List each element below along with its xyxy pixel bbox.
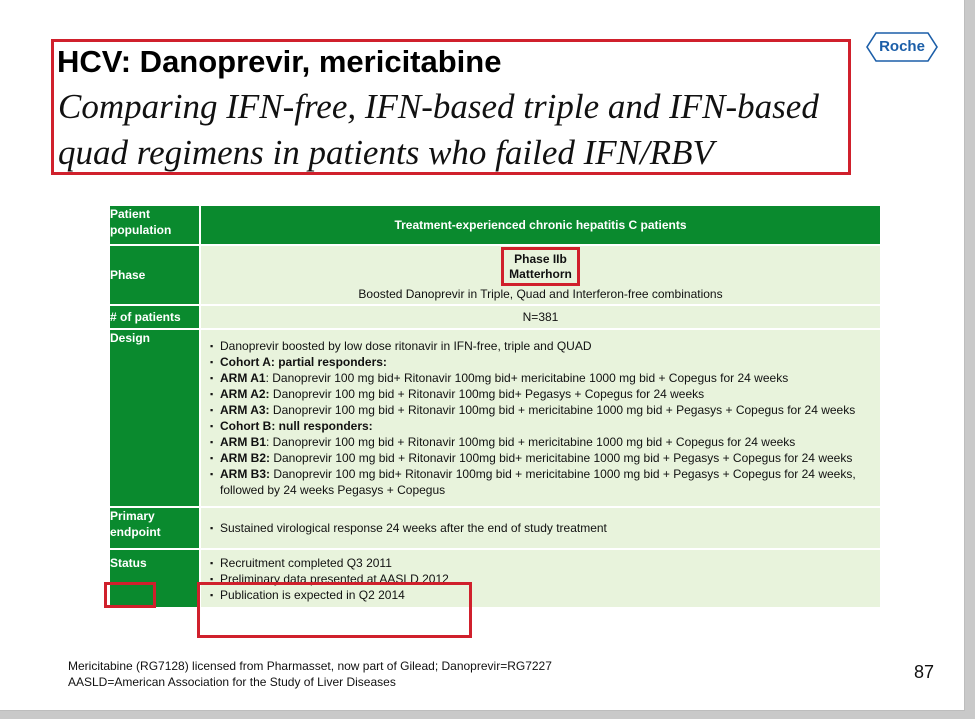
design-label: Design [109, 329, 200, 507]
phase-highlight-box [501, 247, 580, 286]
patients-value: N=381 [200, 305, 881, 329]
phase-label-text: Phase [110, 268, 146, 282]
arm-b2-label: ARM B2: [220, 451, 270, 465]
arm-b1-label: ARM B1 [220, 435, 267, 449]
arm-a3-label: ARM A3: [220, 403, 270, 417]
endpoint-text: Sustained virological response 24 weeks after the end of study treatment [220, 521, 607, 535]
status-item: Publication is expected in Q2 2014 [220, 588, 405, 602]
footnotes [68, 658, 552, 690]
endpoint-value [200, 507, 881, 549]
list-item [209, 354, 870, 370]
list-item [209, 418, 870, 434]
population-value: Treatment-experienced chronic hepatitis C patients [200, 205, 881, 245]
patients-label-text: # of patients [110, 310, 181, 324]
phase-name: Phase IIb [514, 252, 567, 266]
design-value [200, 329, 881, 507]
arm-b1-text: : Danoprevir 100 mg bid + Ritonavir 100mg bid + mericitabine 1000 mg bid + Copegus for 24 weeks [266, 435, 796, 449]
arm-b3-label: ARM B3: [220, 467, 270, 481]
endpoint-list [209, 520, 880, 536]
arm-a2-label: ARM A2: [220, 387, 270, 401]
arm-a1-text: : Danoprevir 100 mg bid+ Ritonavir 100mg bid+ mericitabine 1000 mg bid + Copegus for 24 weeks [265, 371, 789, 385]
arm-b2-text: Danoprevir 100 mg bid + Ritonavir 100mg bid+ mericitabine 1000 mg bid + Pegasys + Copegus for 24 weeks [270, 451, 853, 465]
page-number: 87 [914, 662, 935, 682]
phase-description: Boosted Danoprevir in Triple, Quad and Interferon-free combinations [358, 287, 723, 301]
list-item [209, 450, 870, 466]
status-item: Recruitment completed Q3 2011 [220, 556, 392, 570]
study-name: Matterhorn [509, 267, 572, 281]
table-row [109, 507, 881, 549]
arm-a1-label: ARM A1 [220, 371, 266, 385]
list-item [209, 434, 870, 450]
status-label-highlight-box [104, 582, 156, 608]
arm-b3-text: Danoprevir 100 mg bid+ Ritonavir 100mg bid + mericitabine 1000 mg bid + Pegasys + Copegus for 24 weeks, followed by 24 weeks Pegasys + Copegus [220, 467, 856, 497]
arm-a2-text: Danoprevir 100 mg bid + Ritonavir 100mg bid+ Pegasys + Copegus for 24 weeks [269, 387, 705, 401]
slide-subtitle: Comparing IFN-free, IFN-based triple and IFN-based quad regimens in patients who failed IFN/RBV [58, 87, 819, 172]
list-item [209, 386, 870, 402]
table-row [109, 205, 881, 245]
status-list-highlight-box [197, 582, 472, 638]
roche-logo [866, 32, 938, 62]
cohort-a-heading: Cohort A: partial responders: [220, 355, 387, 369]
list-item [209, 402, 870, 418]
table-row [109, 305, 881, 329]
list-item [209, 466, 870, 498]
roche-logo-text: Roche [879, 38, 925, 55]
list-item [209, 520, 880, 536]
list-item [209, 555, 872, 571]
list-item [209, 338, 870, 354]
arm-a3-text: Danoprevir 100 mg bid + Ritonavir 100mg bid + mericitabine 1000 mg bid + Pegasys + Copegus for 24 weeks [269, 403, 856, 417]
list-item [209, 370, 870, 386]
design-list [209, 338, 870, 498]
slide-title: HCV: Danoprevir, mericitabine [57, 44, 502, 79]
patients-label [109, 305, 200, 329]
table-row [109, 245, 881, 305]
footnote-line: Mericitabine (RG7128) licensed from Pharmasset, now part of Gilead; Danoprevir=RG7227 [68, 659, 552, 673]
design-intro: Danoprevir boosted by low dose ritonavir in IFN-free, triple and QUAD [220, 339, 592, 353]
population-label: Patient population [109, 205, 200, 245]
status-item: Preliminary data presented at AASLD 2012 [220, 572, 449, 586]
study-table [108, 204, 882, 609]
phase-value [200, 245, 881, 305]
status-label: Status [109, 549, 200, 608]
table-row [109, 329, 881, 507]
phase-label [109, 245, 200, 305]
footnote-line: AASLD=American Association for the Study of Liver Diseases [68, 675, 396, 689]
endpoint-label: Primary endpoint [109, 507, 200, 549]
cohort-b-heading: Cohort B: null responders: [220, 419, 373, 433]
